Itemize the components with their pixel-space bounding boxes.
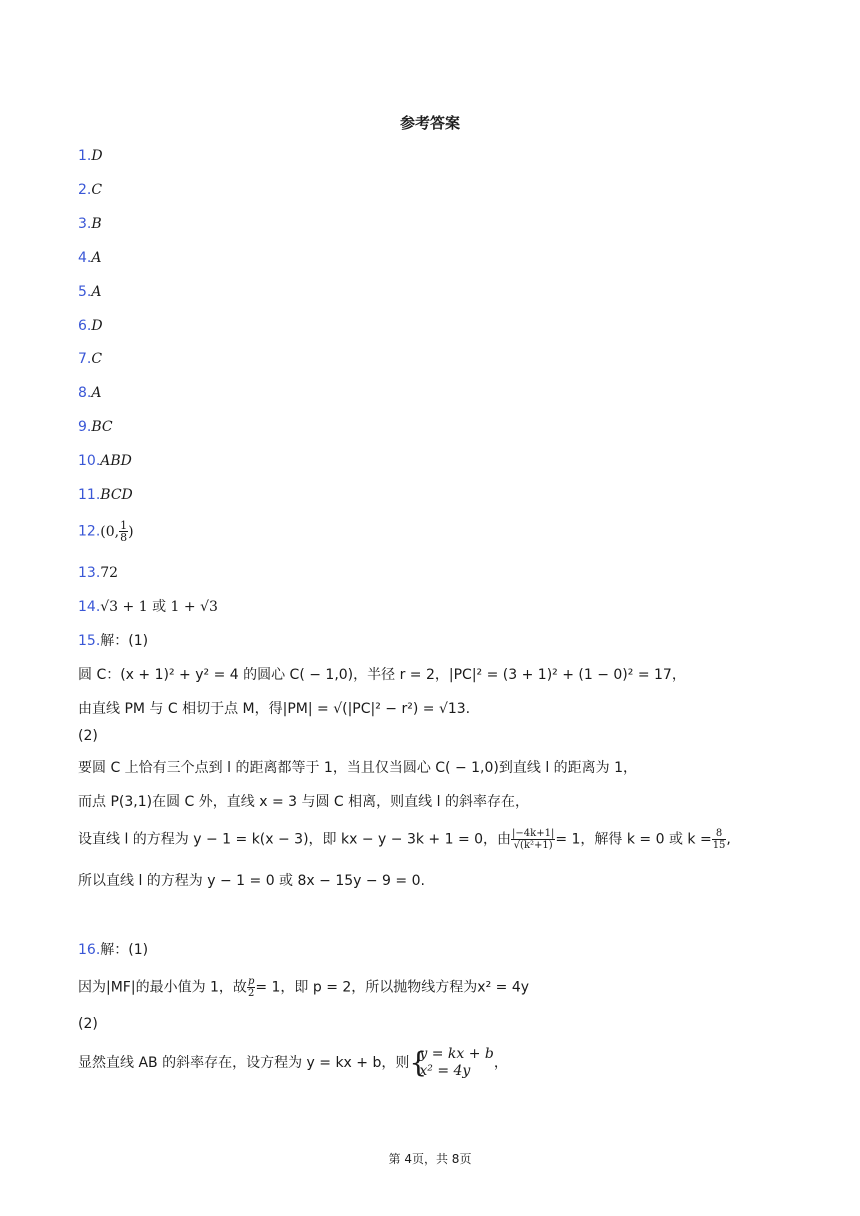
question-number: 1. xyxy=(78,148,92,164)
question-number: 8. xyxy=(78,385,92,401)
answer-line xyxy=(78,180,102,200)
solution-part: 解：(1) xyxy=(100,942,149,958)
solution-part: (2) xyxy=(78,728,98,744)
solution-text: , xyxy=(726,831,731,848)
solution-line xyxy=(78,1046,508,1080)
solution-text: 因为|MF|的最小值为 1，故 xyxy=(78,979,247,996)
answer-value: A xyxy=(91,250,102,266)
page-title: 参考答案 xyxy=(399,114,460,132)
answer-value: B xyxy=(91,216,102,232)
fraction-denominator: 2 xyxy=(247,988,255,999)
fraction-numerator: |−4k+1| xyxy=(512,828,555,839)
answer-line xyxy=(78,316,103,336)
solution-heading xyxy=(78,631,148,651)
answer-line xyxy=(78,563,118,583)
fraction-numerator: 8 xyxy=(712,828,727,840)
question-number: 9. xyxy=(78,419,92,435)
answer-value: A xyxy=(91,385,102,401)
question-number: 15. xyxy=(78,633,101,649)
solution-part: 解：(1) xyxy=(100,633,149,649)
answer-value: D xyxy=(91,148,103,164)
question-number: 2. xyxy=(78,182,92,198)
question-number: 10. xyxy=(78,453,101,469)
question-number: 11. xyxy=(78,487,101,503)
page-footer: 第 4页，共 8页 xyxy=(388,1152,472,1166)
question-number: 4. xyxy=(78,250,92,266)
slope-fraction xyxy=(712,828,727,851)
question-number: 16. xyxy=(78,942,101,958)
question-number: 7. xyxy=(78,351,92,367)
solution-line: 圆 C：(x + 1)² + y² = 4 的圆心 C( − 1,0)，半径 r = 2，|PC|² = (3 + 1)² + (1 − 0)² = 17， xyxy=(78,667,686,683)
answer-line xyxy=(78,417,113,437)
answer-value: BC xyxy=(91,419,113,435)
answer-line xyxy=(78,349,102,369)
answer-line xyxy=(78,451,132,471)
question-number: 12. xyxy=(78,523,101,540)
solution-part: (2) xyxy=(78,1016,98,1032)
answer-line xyxy=(78,520,134,543)
answer-line xyxy=(78,597,218,617)
answer-line xyxy=(78,383,101,403)
solution-line: 所以直线 l 的方程为 y − 1 = 0 或 8x − 15y − 9 = 0. xyxy=(78,873,425,889)
solution-text: ， xyxy=(493,1055,508,1071)
answer-value: A xyxy=(91,284,102,300)
answer-line xyxy=(78,248,101,268)
answer-line xyxy=(78,282,101,302)
answer-value: C xyxy=(91,182,103,198)
answer-line xyxy=(78,485,133,505)
question-number: 3. xyxy=(78,216,92,232)
answer-value: BCD xyxy=(100,487,133,503)
answer-line xyxy=(78,214,102,234)
solution-line: 由直线 PM 与 C 相切于点 M，得|PM| = √(|PC|² − r²) = √13. xyxy=(78,701,471,717)
fraction-numerator: p xyxy=(247,976,255,987)
solution-text: 显然直线 AB 的斜率存在，设方程为 y = kx + b，则 xyxy=(78,1055,410,1071)
solution-line xyxy=(78,828,731,851)
solution-text: = 1，即 p = 2，所以抛物线方程为x² = 4y xyxy=(255,979,530,996)
answer-value: √3 + 1 或 1 + √3 xyxy=(100,599,218,615)
answer-line xyxy=(78,146,103,166)
question-number: 5. xyxy=(78,284,92,300)
solution-heading xyxy=(78,940,148,960)
question-number: 13. xyxy=(78,565,101,581)
answer-value: C xyxy=(91,351,103,367)
equation-system xyxy=(409,1046,494,1080)
solution-text: 设直线 l 的方程为 y − 1 = k(x − 3)，即 kx − y − 3k + 1 = 0，由 xyxy=(78,831,512,848)
question-number: 6. xyxy=(78,318,92,334)
answer-value: 72 xyxy=(100,565,119,581)
answer-value: D xyxy=(91,318,103,334)
solution-line xyxy=(78,976,529,999)
question-number: 14. xyxy=(78,599,101,615)
solution-line: 要圆 C 上恰有三个点到 l 的距离都等于 1，当且仅当圆心 C( − 1,0)到直线 l 的距离为 1， xyxy=(78,760,638,776)
answer-value: ABD xyxy=(100,453,132,469)
fraction-denominator: 15 xyxy=(712,840,726,851)
answer-value-fraction: (0, $\frac{1}{8}$ ) xyxy=(100,519,134,544)
distance-fraction xyxy=(511,828,555,851)
fraction-denominator: √(k²+1) xyxy=(513,840,553,851)
solution-text: = 1，解得 k = 0 或 k = xyxy=(555,831,712,848)
brace-icon: { xyxy=(409,1046,428,1079)
equation-row: y = kx + b xyxy=(419,1046,494,1062)
solution-line: 而点 P(3,1)在圆 C 外，直线 x = 3 与圆 C 相离，则直线 l 的斜率存在， xyxy=(78,794,529,810)
equation-row: x² = 4y xyxy=(419,1063,471,1079)
